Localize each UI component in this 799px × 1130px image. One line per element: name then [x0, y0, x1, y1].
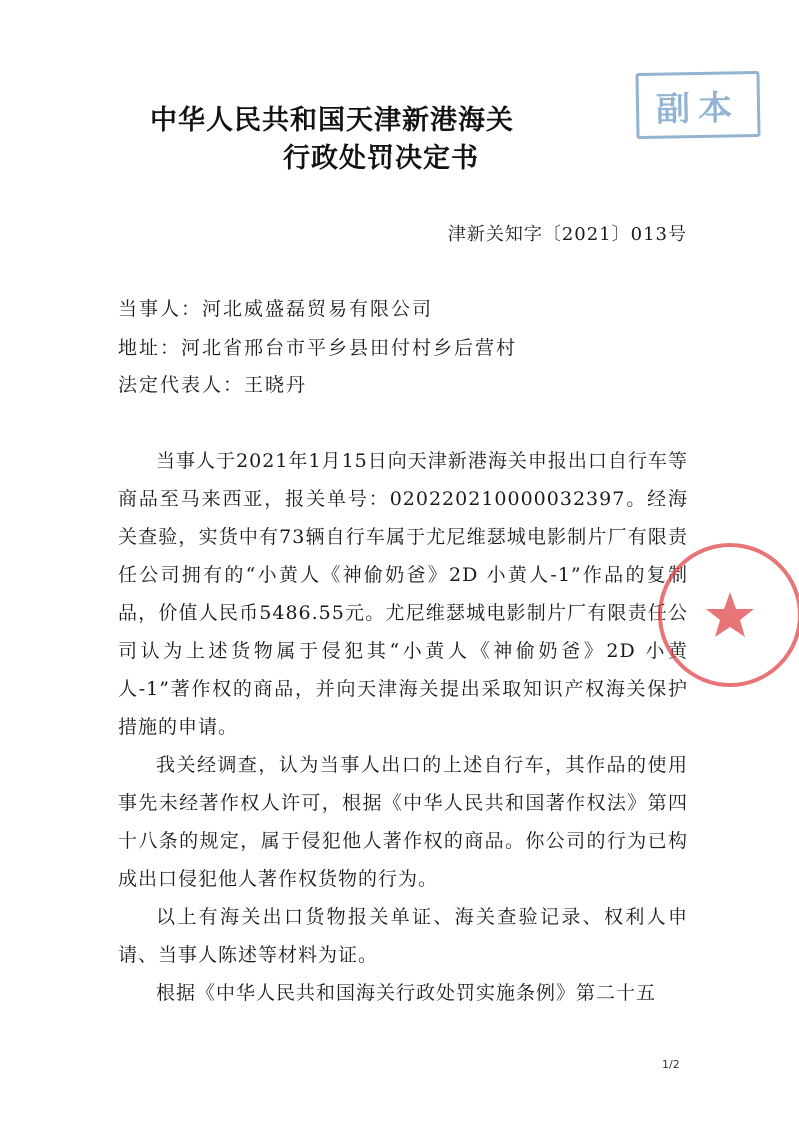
document-body: [118, 442, 688, 1012]
body-paragraph-1: 当事人于2021年1月15日向天津新港海关申报出口自行车等商品至马来西亚，报关单号：020220210000032397。经海关查验，实货中有73辆自行车属于尤尼维瑟城电影制片厂有限责任公司拥有的“小黄人《神偷奶爸》2D 小黄人-1”作品的复制品，价值人民币5486.55元。尤尼维瑟城电影制片厂有限责任公司认为上述货物属于侵犯其“小黄人《神偷奶爸》2D 小黄人-1”著作权的商品，并向天津海关提出采取知识产权海关保护措施的申请。: [118, 450, 688, 738]
body-paragraph-4: 根据《中华人民共和国海关行政处罚实施条例》第二十五: [156, 982, 657, 1004]
official-seal: [655, 540, 799, 690]
document-title-line1: 中华人民共和国天津新港海关: [150, 105, 514, 136]
party-line: 当事人：河北威盛磊贸易有限公司: [118, 298, 434, 320]
address-line: 地址：河北省邢台市平乡县田付村乡后营村: [118, 337, 518, 359]
page-number: 1/2: [662, 1058, 680, 1071]
document-title-line2: 行政处罚决定书: [283, 143, 479, 174]
legal-representative-line: 法定代表人：王晓丹: [118, 374, 308, 396]
seal-star-icon: [706, 592, 754, 637]
body-paragraph-3: 以上有海关出口货物报关单证、海关查验记录、权利人申请、当事人陈述等材料为证。: [118, 906, 688, 966]
copy-stamp: 副本: [635, 71, 760, 139]
document-number: 津新关知字〔2021〕013号: [447, 224, 687, 245]
body-paragraph-2: 我关经调查，认为当事人出口的上述自行车，其作品的使用事先未经著作权人许可，根据《中华人民共和国著作权法》第四十八条的规定，属于侵犯他人著作权的商品。你公司的行为已构成出口侵犯他人著作权货物的行为。: [118, 754, 688, 890]
